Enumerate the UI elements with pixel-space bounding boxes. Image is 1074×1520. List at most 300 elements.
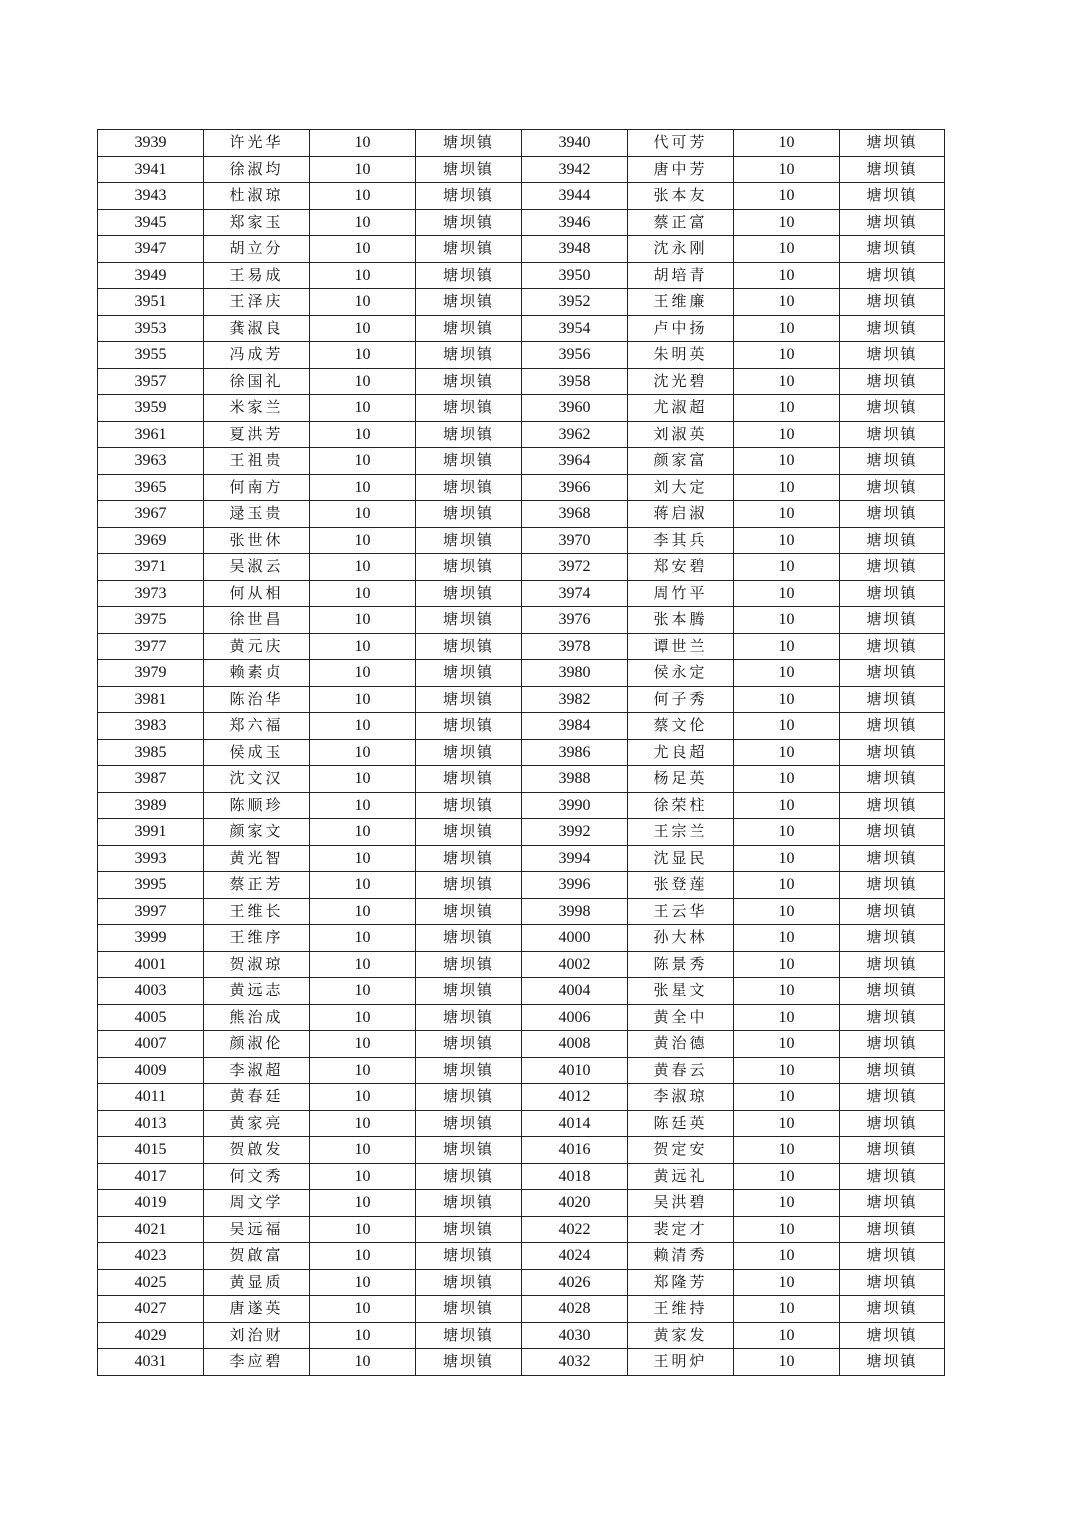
left-id-cell: 3971 [98, 554, 204, 581]
right-amount-cell: 10 [734, 1190, 840, 1217]
left-amount-cell: 10 [310, 925, 416, 952]
right-amount-cell: 10 [734, 1163, 840, 1190]
right-id-cell: 3954 [522, 315, 628, 342]
right-name-cell: 蔡正富 [628, 209, 734, 236]
left-town-cell: 塘坝镇 [416, 739, 522, 766]
table-row [98, 342, 945, 369]
right-town-cell: 塘坝镇 [840, 898, 945, 925]
right-id-cell: 3944 [522, 183, 628, 210]
right-name-cell: 陈廷英 [628, 1110, 734, 1137]
right-amount-cell: 10 [734, 421, 840, 448]
right-name-cell: 黄远礼 [628, 1163, 734, 1190]
right-town-cell: 塘坝镇 [840, 607, 945, 634]
left-id-cell: 3985 [98, 739, 204, 766]
left-amount-cell: 10 [310, 342, 416, 369]
left-town-cell: 塘坝镇 [416, 368, 522, 395]
left-town-cell: 塘坝镇 [416, 183, 522, 210]
right-amount-cell: 10 [734, 819, 840, 846]
right-amount-cell: 10 [734, 209, 840, 236]
table-row [98, 925, 945, 952]
left-id-cell: 3993 [98, 845, 204, 872]
right-name-cell: 赖清秀 [628, 1243, 734, 1270]
table-row [98, 951, 945, 978]
right-name-cell: 卢中扬 [628, 315, 734, 342]
right-name-cell: 王维廉 [628, 289, 734, 316]
left-name-cell: 王祖贵 [204, 448, 310, 475]
right-amount-cell: 10 [734, 474, 840, 501]
left-town-cell: 塘坝镇 [416, 819, 522, 846]
left-name-cell: 龚淑良 [204, 315, 310, 342]
right-amount-cell: 10 [734, 925, 840, 952]
left-id-cell: 3939 [98, 130, 204, 157]
left-town-cell: 塘坝镇 [416, 1084, 522, 1111]
left-amount-cell: 10 [310, 156, 416, 183]
right-town-cell: 塘坝镇 [840, 1057, 945, 1084]
right-amount-cell: 10 [734, 1004, 840, 1031]
left-town-cell: 塘坝镇 [416, 872, 522, 899]
left-id-cell: 4007 [98, 1031, 204, 1058]
left-amount-cell: 10 [310, 898, 416, 925]
right-amount-cell: 10 [734, 580, 840, 607]
left-amount-cell: 10 [310, 130, 416, 157]
left-amount-cell: 10 [310, 1349, 416, 1376]
table-row [98, 156, 945, 183]
left-id-cell: 3997 [98, 898, 204, 925]
right-id-cell: 3962 [522, 421, 628, 448]
left-id-cell: 4001 [98, 951, 204, 978]
left-amount-cell: 10 [310, 395, 416, 422]
right-id-cell: 3956 [522, 342, 628, 369]
table-row [98, 766, 945, 793]
left-id-cell: 3983 [98, 713, 204, 740]
left-name-cell: 黄家亮 [204, 1110, 310, 1137]
right-town-cell: 塘坝镇 [840, 1243, 945, 1270]
left-town-cell: 塘坝镇 [416, 395, 522, 422]
left-id-cell: 4013 [98, 1110, 204, 1137]
left-id-cell: 3981 [98, 686, 204, 713]
right-amount-cell: 10 [734, 845, 840, 872]
left-amount-cell: 10 [310, 1269, 416, 1296]
left-amount-cell: 10 [310, 527, 416, 554]
left-name-cell: 蔡正芳 [204, 872, 310, 899]
right-id-cell: 4012 [522, 1084, 628, 1111]
right-id-cell: 3978 [522, 633, 628, 660]
right-town-cell: 塘坝镇 [840, 1163, 945, 1190]
right-id-cell: 4004 [522, 978, 628, 1005]
left-amount-cell: 10 [310, 739, 416, 766]
right-town-cell: 塘坝镇 [840, 1216, 945, 1243]
right-town-cell: 塘坝镇 [840, 527, 945, 554]
left-name-cell: 黄光智 [204, 845, 310, 872]
table-row [98, 448, 945, 475]
right-town-cell: 塘坝镇 [840, 580, 945, 607]
left-amount-cell: 10 [310, 1243, 416, 1270]
table-row [98, 368, 945, 395]
right-amount-cell: 10 [734, 633, 840, 660]
right-town-cell: 塘坝镇 [840, 474, 945, 501]
right-name-cell: 胡培青 [628, 262, 734, 289]
left-name-cell: 徐国礼 [204, 368, 310, 395]
left-amount-cell: 10 [310, 766, 416, 793]
right-amount-cell: 10 [734, 554, 840, 581]
left-name-cell: 王维序 [204, 925, 310, 952]
left-name-cell: 周文学 [204, 1190, 310, 1217]
right-town-cell: 塘坝镇 [840, 1084, 945, 1111]
left-name-cell: 王泽庆 [204, 289, 310, 316]
right-amount-cell: 10 [734, 1296, 840, 1323]
right-id-cell: 4018 [522, 1163, 628, 1190]
right-id-cell: 3988 [522, 766, 628, 793]
left-id-cell: 3953 [98, 315, 204, 342]
left-town-cell: 塘坝镇 [416, 633, 522, 660]
left-town-cell: 塘坝镇 [416, 1349, 522, 1376]
table-row [98, 209, 945, 236]
right-name-cell: 沈显民 [628, 845, 734, 872]
left-amount-cell: 10 [310, 1004, 416, 1031]
right-town-cell: 塘坝镇 [840, 448, 945, 475]
right-town-cell: 塘坝镇 [840, 792, 945, 819]
left-name-cell: 郑家玉 [204, 209, 310, 236]
left-name-cell: 许光华 [204, 130, 310, 157]
right-id-cell: 4010 [522, 1057, 628, 1084]
right-name-cell: 李淑琼 [628, 1084, 734, 1111]
left-amount-cell: 10 [310, 607, 416, 634]
right-id-cell: 3996 [522, 872, 628, 899]
right-id-cell: 3968 [522, 501, 628, 528]
left-town-cell: 塘坝镇 [416, 607, 522, 634]
table-row [98, 1031, 945, 1058]
right-name-cell: 郑隆芳 [628, 1269, 734, 1296]
left-id-cell: 3959 [98, 395, 204, 422]
right-amount-cell: 10 [734, 1243, 840, 1270]
right-town-cell: 塘坝镇 [840, 633, 945, 660]
left-name-cell: 张世休 [204, 527, 310, 554]
right-name-cell: 徐荣柱 [628, 792, 734, 819]
left-id-cell: 4027 [98, 1296, 204, 1323]
right-id-cell: 3950 [522, 262, 628, 289]
table-row [98, 554, 945, 581]
right-town-cell: 塘坝镇 [840, 713, 945, 740]
left-town-cell: 塘坝镇 [416, 527, 522, 554]
left-amount-cell: 10 [310, 554, 416, 581]
right-amount-cell: 10 [734, 262, 840, 289]
table-row [98, 686, 945, 713]
table-row [98, 607, 945, 634]
left-amount-cell: 10 [310, 315, 416, 342]
left-amount-cell: 10 [310, 951, 416, 978]
right-amount-cell: 10 [734, 236, 840, 263]
table-row [98, 580, 945, 607]
left-town-cell: 塘坝镇 [416, 289, 522, 316]
table-row [98, 262, 945, 289]
table-row [98, 1137, 945, 1164]
left-town-cell: 塘坝镇 [416, 925, 522, 952]
left-town-cell: 塘坝镇 [416, 236, 522, 263]
right-name-cell: 张星文 [628, 978, 734, 1005]
left-id-cell: 4025 [98, 1269, 204, 1296]
left-id-cell: 3973 [98, 580, 204, 607]
left-name-cell: 黄元庆 [204, 633, 310, 660]
left-amount-cell: 10 [310, 1110, 416, 1137]
right-town-cell: 塘坝镇 [840, 315, 945, 342]
left-amount-cell: 10 [310, 474, 416, 501]
left-amount-cell: 10 [310, 209, 416, 236]
right-name-cell: 黄治德 [628, 1031, 734, 1058]
left-amount-cell: 10 [310, 819, 416, 846]
right-amount-cell: 10 [734, 951, 840, 978]
right-town-cell: 塘坝镇 [840, 183, 945, 210]
left-name-cell: 陈顺珍 [204, 792, 310, 819]
right-name-cell: 李其兵 [628, 527, 734, 554]
left-id-cell: 3951 [98, 289, 204, 316]
left-town-cell: 塘坝镇 [416, 845, 522, 872]
left-id-cell: 3987 [98, 766, 204, 793]
left-town-cell: 塘坝镇 [416, 1296, 522, 1323]
right-name-cell: 颜家富 [628, 448, 734, 475]
left-name-cell: 王易成 [204, 262, 310, 289]
left-town-cell: 塘坝镇 [416, 262, 522, 289]
left-id-cell: 4023 [98, 1243, 204, 1270]
right-id-cell: 3982 [522, 686, 628, 713]
right-amount-cell: 10 [734, 1269, 840, 1296]
left-amount-cell: 10 [310, 1084, 416, 1111]
table-row [98, 660, 945, 687]
table-row [98, 819, 945, 846]
left-id-cell: 3977 [98, 633, 204, 660]
left-town-cell: 塘坝镇 [416, 501, 522, 528]
right-id-cell: 3960 [522, 395, 628, 422]
left-id-cell: 3967 [98, 501, 204, 528]
right-amount-cell: 10 [734, 368, 840, 395]
right-id-cell: 3946 [522, 209, 628, 236]
right-name-cell: 张本腾 [628, 607, 734, 634]
right-amount-cell: 10 [734, 978, 840, 1005]
right-name-cell: 张本友 [628, 183, 734, 210]
left-amount-cell: 10 [310, 686, 416, 713]
right-id-cell: 4030 [522, 1322, 628, 1349]
left-town-cell: 塘坝镇 [416, 951, 522, 978]
left-id-cell: 3965 [98, 474, 204, 501]
left-amount-cell: 10 [310, 183, 416, 210]
right-town-cell: 塘坝镇 [840, 130, 945, 157]
left-name-cell: 黄春廷 [204, 1084, 310, 1111]
right-town-cell: 塘坝镇 [840, 262, 945, 289]
right-town-cell: 塘坝镇 [840, 395, 945, 422]
left-name-cell: 李应碧 [204, 1349, 310, 1376]
right-amount-cell: 10 [734, 739, 840, 766]
table-row [98, 792, 945, 819]
right-id-cell: 3994 [522, 845, 628, 872]
left-id-cell: 4019 [98, 1190, 204, 1217]
left-name-cell: 冯成芳 [204, 342, 310, 369]
left-amount-cell: 10 [310, 978, 416, 1005]
right-id-cell: 3980 [522, 660, 628, 687]
left-id-cell: 3979 [98, 660, 204, 687]
right-id-cell: 3972 [522, 554, 628, 581]
table-row [98, 1004, 945, 1031]
roster-table-body [98, 130, 945, 1376]
right-name-cell: 王云华 [628, 898, 734, 925]
right-town-cell: 塘坝镇 [840, 156, 945, 183]
right-amount-cell: 10 [734, 1084, 840, 1111]
right-town-cell: 塘坝镇 [840, 686, 945, 713]
left-amount-cell: 10 [310, 1322, 416, 1349]
right-town-cell: 塘坝镇 [840, 951, 945, 978]
right-town-cell: 塘坝镇 [840, 766, 945, 793]
left-id-cell: 4011 [98, 1084, 204, 1111]
right-amount-cell: 10 [734, 713, 840, 740]
right-id-cell: 3942 [522, 156, 628, 183]
right-amount-cell: 10 [734, 686, 840, 713]
left-town-cell: 塘坝镇 [416, 792, 522, 819]
left-amount-cell: 10 [310, 792, 416, 819]
right-amount-cell: 10 [734, 766, 840, 793]
left-town-cell: 塘坝镇 [416, 1163, 522, 1190]
left-name-cell: 贺啟发 [204, 1137, 310, 1164]
left-id-cell: 3941 [98, 156, 204, 183]
left-name-cell: 黄显质 [204, 1269, 310, 1296]
right-id-cell: 4016 [522, 1137, 628, 1164]
right-id-cell: 3992 [522, 819, 628, 846]
left-name-cell: 吴远福 [204, 1216, 310, 1243]
right-amount-cell: 10 [734, 898, 840, 925]
left-id-cell: 3949 [98, 262, 204, 289]
table-row [98, 845, 945, 872]
left-id-cell: 3955 [98, 342, 204, 369]
left-amount-cell: 10 [310, 1057, 416, 1084]
right-town-cell: 塘坝镇 [840, 209, 945, 236]
table-row [98, 1190, 945, 1217]
right-name-cell: 蒋启淑 [628, 501, 734, 528]
right-name-cell: 谭世兰 [628, 633, 734, 660]
right-id-cell: 3948 [522, 236, 628, 263]
left-id-cell: 4005 [98, 1004, 204, 1031]
left-amount-cell: 10 [310, 421, 416, 448]
left-town-cell: 塘坝镇 [416, 554, 522, 581]
right-amount-cell: 10 [734, 1057, 840, 1084]
left-name-cell: 米家兰 [204, 395, 310, 422]
left-town-cell: 塘坝镇 [416, 1057, 522, 1084]
right-id-cell: 3974 [522, 580, 628, 607]
table-row [98, 1322, 945, 1349]
right-amount-cell: 10 [734, 395, 840, 422]
right-id-cell: 3952 [522, 289, 628, 316]
left-town-cell: 塘坝镇 [416, 448, 522, 475]
right-id-cell: 4026 [522, 1269, 628, 1296]
left-name-cell: 侯成玉 [204, 739, 310, 766]
left-id-cell: 3991 [98, 819, 204, 846]
right-name-cell: 黄家发 [628, 1322, 734, 1349]
left-amount-cell: 10 [310, 1137, 416, 1164]
right-town-cell: 塘坝镇 [840, 845, 945, 872]
left-town-cell: 塘坝镇 [416, 1190, 522, 1217]
right-name-cell: 杨足英 [628, 766, 734, 793]
left-amount-cell: 10 [310, 1216, 416, 1243]
right-name-cell: 贺定安 [628, 1137, 734, 1164]
left-town-cell: 塘坝镇 [416, 1269, 522, 1296]
right-town-cell: 塘坝镇 [840, 1031, 945, 1058]
table-row [98, 1163, 945, 1190]
left-town-cell: 塘坝镇 [416, 660, 522, 687]
left-name-cell: 颜淑伦 [204, 1031, 310, 1058]
left-name-cell: 颜家文 [204, 819, 310, 846]
left-id-cell: 3969 [98, 527, 204, 554]
left-id-cell: 3995 [98, 872, 204, 899]
right-town-cell: 塘坝镇 [840, 739, 945, 766]
right-amount-cell: 10 [734, 315, 840, 342]
right-name-cell: 刘淑英 [628, 421, 734, 448]
table-row [98, 1057, 945, 1084]
right-id-cell: 4022 [522, 1216, 628, 1243]
right-amount-cell: 10 [734, 342, 840, 369]
left-name-cell: 陈治华 [204, 686, 310, 713]
right-id-cell: 4002 [522, 951, 628, 978]
right-town-cell: 塘坝镇 [840, 1322, 945, 1349]
right-id-cell: 3964 [522, 448, 628, 475]
table-row [98, 739, 945, 766]
left-town-cell: 塘坝镇 [416, 474, 522, 501]
right-town-cell: 塘坝镇 [840, 1269, 945, 1296]
left-town-cell: 塘坝镇 [416, 686, 522, 713]
right-name-cell: 唐中芳 [628, 156, 734, 183]
right-amount-cell: 10 [734, 1031, 840, 1058]
left-name-cell: 吴淑云 [204, 554, 310, 581]
table-row [98, 1216, 945, 1243]
right-id-cell: 4014 [522, 1110, 628, 1137]
left-amount-cell: 10 [310, 262, 416, 289]
left-id-cell: 3989 [98, 792, 204, 819]
left-amount-cell: 10 [310, 1031, 416, 1058]
right-name-cell: 孙大林 [628, 925, 734, 952]
right-town-cell: 塘坝镇 [840, 236, 945, 263]
right-name-cell: 陈景秀 [628, 951, 734, 978]
table-row [98, 898, 945, 925]
right-name-cell: 代可芳 [628, 130, 734, 157]
right-name-cell: 朱明英 [628, 342, 734, 369]
left-amount-cell: 10 [310, 580, 416, 607]
right-id-cell: 3990 [522, 792, 628, 819]
table-row [98, 978, 945, 1005]
table-row [98, 236, 945, 263]
right-amount-cell: 10 [734, 607, 840, 634]
left-amount-cell: 10 [310, 1296, 416, 1323]
left-amount-cell: 10 [310, 368, 416, 395]
left-town-cell: 塘坝镇 [416, 766, 522, 793]
table-row [98, 527, 945, 554]
right-id-cell: 3940 [522, 130, 628, 157]
right-name-cell: 王维持 [628, 1296, 734, 1323]
right-amount-cell: 10 [734, 872, 840, 899]
right-town-cell: 塘坝镇 [840, 1004, 945, 1031]
left-id-cell: 3943 [98, 183, 204, 210]
right-name-cell: 沈光碧 [628, 368, 734, 395]
left-name-cell: 何南方 [204, 474, 310, 501]
right-id-cell: 3966 [522, 474, 628, 501]
right-id-cell: 3976 [522, 607, 628, 634]
left-town-cell: 塘坝镇 [416, 1031, 522, 1058]
left-town-cell: 塘坝镇 [416, 1004, 522, 1031]
right-name-cell: 侯永定 [628, 660, 734, 687]
left-town-cell: 塘坝镇 [416, 1216, 522, 1243]
left-town-cell: 塘坝镇 [416, 1243, 522, 1270]
left-name-cell: 贺啟富 [204, 1243, 310, 1270]
right-town-cell: 塘坝镇 [840, 978, 945, 1005]
right-name-cell: 尤淑超 [628, 395, 734, 422]
right-town-cell: 塘坝镇 [840, 660, 945, 687]
left-amount-cell: 10 [310, 633, 416, 660]
right-name-cell: 王宗兰 [628, 819, 734, 846]
left-name-cell: 何文秀 [204, 1163, 310, 1190]
